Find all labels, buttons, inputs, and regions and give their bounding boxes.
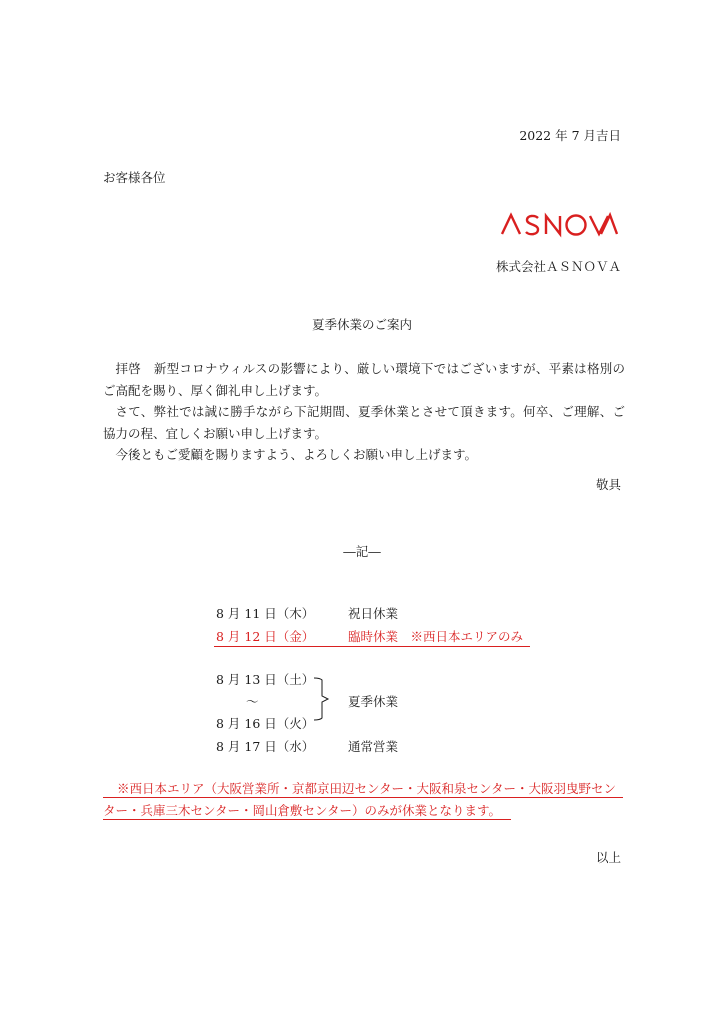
note-line-2: ター・兵庫三木センター・岡山倉敷センター）のみが休業となります。	[103, 803, 502, 818]
body-paragraph-3: 今後ともご愛顧を賜りますよう、よろしくお願い申し上げます。	[115, 447, 478, 462]
schedule-row-2-date: 8 月 12 日（金）	[216, 629, 315, 644]
schedule-row-2-label: 臨時休業 ※西日本エリアのみ	[348, 629, 524, 644]
body-paragraph-2: さて、弊社では誠に勝手ながら下記期間、夏季休業とさせて頂きます。何卒、ご理解、ご協力の程、宜しくお願い申し上げます。	[103, 404, 625, 441]
asnova-logo-mark	[500, 212, 618, 238]
closing-ijou: 以上	[595, 850, 621, 865]
note-line-1: ※西日本エリア（大阪営業所・京都京田辺センター・大阪和泉センター・大阪羽曳野セン	[117, 781, 617, 796]
note-underline-1	[103, 797, 623, 798]
ki-heading: ―記―	[343, 544, 381, 559]
schedule-row-2-underline	[214, 646, 530, 647]
closing-keigu: 敬具	[595, 477, 621, 492]
issue-date: 2022 年 7 月吉日	[519, 128, 621, 143]
body-text	[103, 358, 625, 466]
body-paragraph-1: 拝啓 新型コロナウィルスの影響により、厳しい環境下ではございますが、平素は格別のご高配を賜り、厚く御礼申し上げます。	[103, 361, 625, 398]
schedule-row-1-date: 8 月 11 日（木）	[216, 606, 315, 621]
company-name: 株式会社ＡＳＮＯＶＡ	[495, 259, 621, 274]
west-area-note	[103, 778, 625, 822]
note-underline-2	[103, 819, 511, 820]
schedule-row-3-date: 8 月 13 日（土）	[216, 672, 315, 687]
schedule-row-5-label: 通常営業	[348, 739, 399, 754]
schedule-row-4-date: 8 月 16 日（火）	[216, 716, 315, 731]
schedule-row-1-label: 祝日休業	[348, 606, 399, 621]
document-title: 夏季休業のご案内	[311, 317, 412, 332]
schedule-tilde: ～	[246, 694, 259, 709]
asnova-logo	[500, 212, 618, 241]
addressee: お客様各位	[103, 170, 166, 185]
range-brace-icon	[312, 672, 342, 724]
schedule-range-label: 夏季休業	[348, 694, 399, 709]
schedule-row-5-date: 8 月 17 日（水）	[216, 739, 315, 754]
